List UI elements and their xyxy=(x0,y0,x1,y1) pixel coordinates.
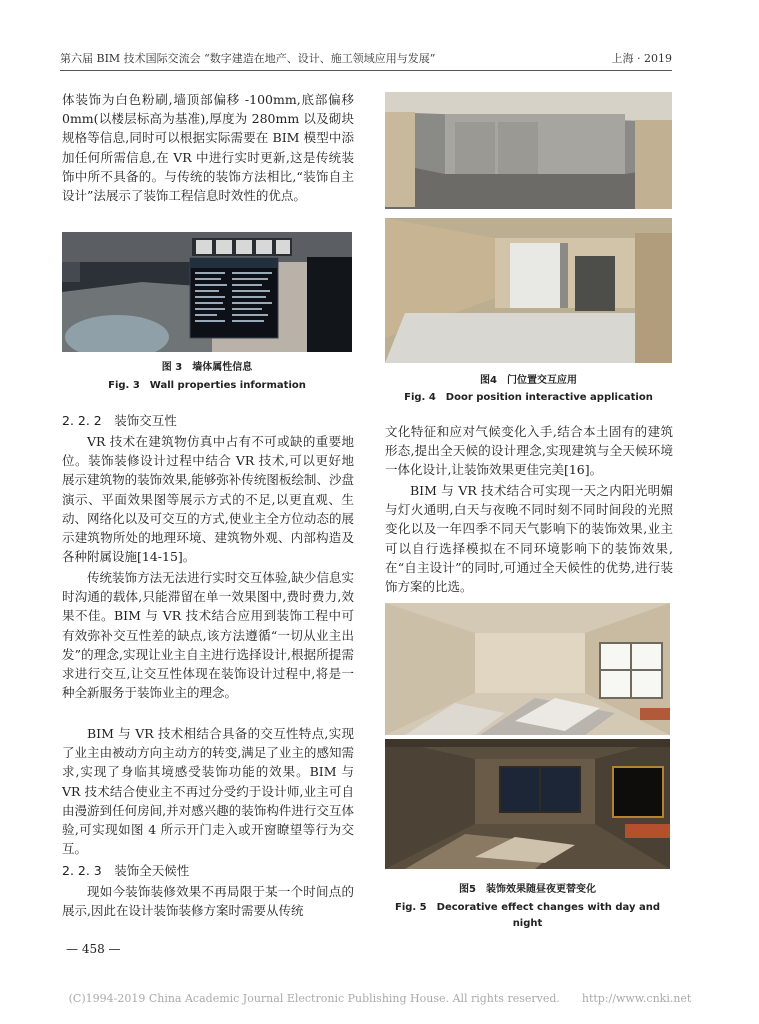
paragraph-bim-vr-interaction: BIM 与 VR 技术相结合具备的交互性特点,实现了业主由被动方向主动方的转变,满足了业主的感知需求,实现了身临其境感受装饰功能的效果。BIM 与 VR 技术结合使业主不再过分受约于设计师,业主可自由漫游到任何房间,并对感兴趣的装饰构件进行交互体验,可实现如图 4 所示开门走入或开窗瞭望等行为交互。 xyxy=(62,726,354,857)
header-rule xyxy=(60,70,672,71)
copyright-footer: (C)1994-2019 China Academic Journal Electronic Publishing House. All rights reserved. http://www.cnki.net xyxy=(68,992,692,1005)
figure-4-image-top xyxy=(385,92,672,209)
paragraph-all-weather-design: 文化特征和应对气候变化入手,结合本土固有的建筑形态,提出全天候的设计理念,实现建筑与全天候环境一体化设计,让装饰效果更佳完美[16]。 xyxy=(385,424,673,478)
section-heading-2-2-3: 2. 2. 3 装饰全天候性 xyxy=(62,863,190,878)
page-number: — 458 — xyxy=(66,942,121,956)
figure-5-image-night xyxy=(385,739,670,869)
figure-4-caption-cn: 图4 门位置交互应用 xyxy=(480,375,577,386)
door-open-render xyxy=(385,218,672,363)
figure-4-caption-en: Fig. 4 Door position interactive application xyxy=(404,392,653,403)
wall-properties-screenshot xyxy=(62,232,352,352)
header-location: 上海 · 2019 xyxy=(611,52,672,65)
figure-3-caption-cn: 图 3 墙体属性信息 xyxy=(161,362,253,373)
figure-3-image xyxy=(62,232,352,352)
door-closed-render xyxy=(385,92,672,209)
paragraph-vr-interaction: VR 技术在建筑物仿真中占有不可或缺的重要地位。装饰装修设计过程中结合 VR 技术,可以更好地展示建筑物的装饰效果,能够弥补传统图板绘制、沙盘演示、平面效果图等展示方式的不足,以更直观、生动、网络化以及可交互的方式,使业主全方位动态的展示建筑物所处的地理环境、建筑物外观、内部构造及各种附属设施[14-15]。 xyxy=(62,434,354,565)
figure-5-caption-en: Fig. 5 Decorative effect changes with day and night xyxy=(394,902,661,929)
figure-5-image-day xyxy=(385,603,670,735)
paragraph-wall-info: 体装饰为白色粉刷,墙顶部偏移 -100mm,底部偏移0mm(以楼层标高为基准),厚度为 280mm 以及砌块规格等信息,同时可以根据实际需要在 BIM 模型中添加任何所需信息,在 VR 中进行实时更新,这是传统装饰中所不具备的。与传统的装饰方法相比,“装饰自主设计”法展示了装饰工程信息时效性的优点。 xyxy=(62,92,354,204)
figure-3-caption-en: Fig. 3 Wall properties information xyxy=(108,380,306,391)
room-daytime-render xyxy=(385,603,670,735)
figure-5-caption-cn: 图5 装饰效果随昼夜更替变化 xyxy=(459,884,596,895)
paragraph-all-weather-intro: 现如今装饰装修效果不再局限于某一个时间点的展示,因此在设计装饰装修方案时需要从传统 xyxy=(62,884,354,919)
section-heading-2-2-2: 2. 2. 2 装饰交互性 xyxy=(62,413,177,428)
room-nighttime-render xyxy=(385,739,670,869)
paragraph-traditional-decoration: 传统装饰方法无法进行实时交互体验,缺少信息实时沟通的载体,只能滞留在单一效果图中,费时费力,效果不佳。BIM 与 VR 技术结合应用到装饰工程中可有效弥补交互性差的缺点,该方法遵循“一切从业主出发”的理念,实现让业主自主进行选择设计,根据所提需求进行交互,让交互性体现在装饰设计过程中,将是一种全新服务于装饰业主的理念。 xyxy=(62,570,354,701)
figure-4-image-bottom xyxy=(385,218,672,363)
paragraph-day-night-lighting: BIM 与 VR 技术结合可实现一天之内阳光明媚与灯火通明,白天与夜晚不同时刻不同时间段的光照变化以及一年四季不同天气影响下的装饰效果,业主可以自行选择模拟在不同环境影响下的装饰效果,在“自主设计”的同时,可通过全天候性的优势,进行装饰方案的比选。 xyxy=(385,483,673,595)
header-conference: 第六届 BIM 技术国际交流会 “数字建造在地产、设计、施工领域应用与发展” xyxy=(60,52,436,65)
